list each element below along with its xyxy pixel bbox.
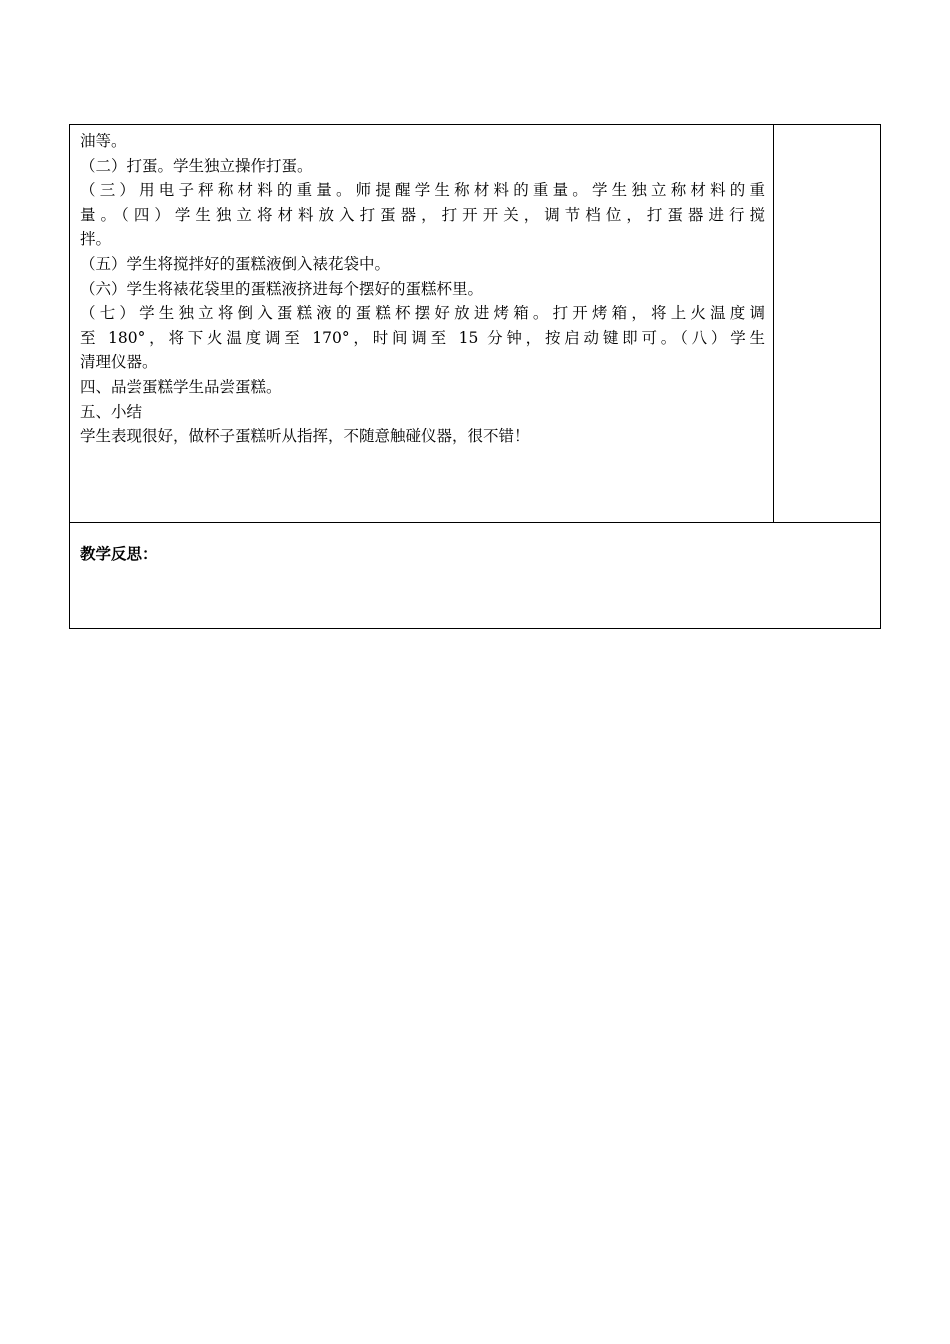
lesson-line: （七）学生独立将倒入蛋糕液的蛋糕杯摆好放进烤箱。打开烤箱，将上火温度调 [80, 304, 765, 323]
lesson-line: 至 180°，将下火温度调至 170°，时间调至 15 分钟，按启动键即可。（八）学生 [80, 328, 765, 347]
lesson-line: 拌。 [80, 230, 112, 249]
lesson-content-cell [70, 125, 774, 522]
side-column-cell [774, 125, 880, 522]
lesson-line: 量。（四）学生独立将材料放入打蛋器，打开开关，调节档位，打蛋器进行搅 [80, 205, 765, 224]
lesson-content-row [70, 125, 880, 523]
lesson-line: （二）打蛋。学生独立操作打蛋。 [80, 156, 313, 175]
lesson-line: （三）用电子秤称材料的重量。师提醒学生称材料的重量。学生独立称材料的重 [80, 181, 765, 200]
reflection-label: 教学反思： [80, 545, 158, 563]
lesson-line: （六）学生将裱花袋里的蛋糕液挤进每个摆好的蛋糕杯里。 [80, 279, 484, 298]
lesson-line: 四、品尝蛋糕学生品尝蛋糕。 [80, 377, 282, 396]
lesson-plan-table [69, 124, 881, 629]
lesson-line: 五、小结 [80, 402, 143, 421]
reflection-row [70, 523, 880, 628]
lesson-line: 清理仪器。 [80, 353, 158, 372]
lesson-line: （五）学生将搅拌好的蛋糕液倒入裱花袋中。 [80, 254, 391, 273]
lesson-line: 油等。 [80, 132, 127, 150]
lesson-line: 学生表现很好，做杯子蛋糕听从指挥，不随意触碰仪器，很不错！ [80, 427, 530, 446]
